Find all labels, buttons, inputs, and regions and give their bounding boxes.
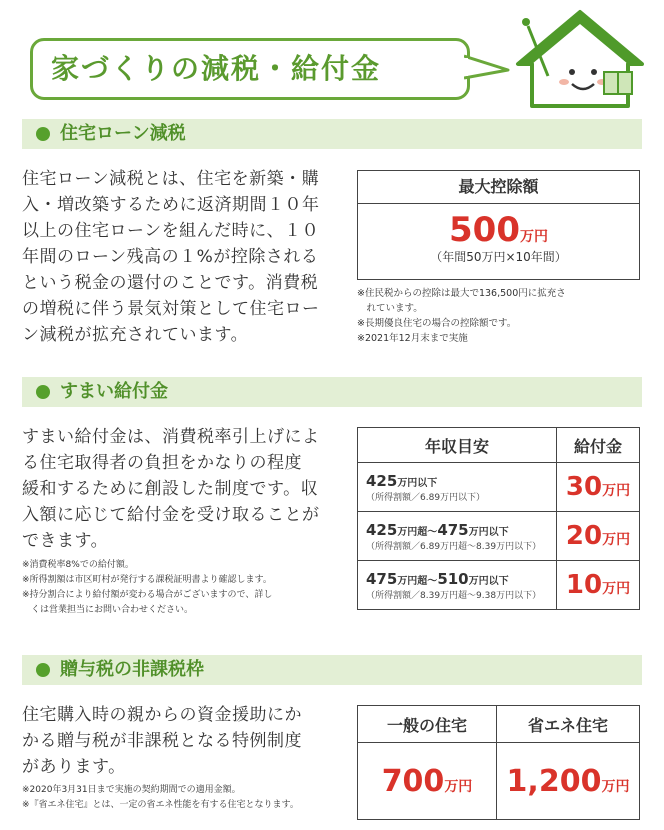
title-bubble <box>30 38 470 100</box>
eco-house-header: 省エネ住宅 <box>497 706 640 743</box>
loan-description: 住宅ローン減税とは、住宅を新築・購 入・増改築するために返済期間１０年 以上の住宅ローンを組んだ時に、１０ 年間のローン残高の１%が控除される という税金の還付のことです。消費税 の増税に伴う景気対策として住宅ロー ン減税が拡充されています。 <box>22 169 320 345</box>
gift-tax-notes: ※2020年3月31日まで実施の契約期間での適用金額。 ※『省エネ住宅』とは、一定の省エネ性能を有する住宅となります。 <box>22 785 299 810</box>
benefit-table <box>357 427 640 610</box>
gift-tax-description: 住宅購入時の親からの資金援助にか かる贈与税が非課税となる特例制度 があります。 <box>22 705 302 777</box>
page-title: 家づくりの減税・給付金 <box>51 52 382 85</box>
loan-notes: ※住民税からの控除は最大で136,500円に拡充さ れています。 ※長期優良住宅の場合の控除額です。 ※2021年12月末まで実施 <box>357 288 566 344</box>
eco-house-value: 1,200万円 <box>497 743 640 820</box>
max-deduction-sub: （年間50万円×10年間） <box>430 250 567 264</box>
bullet-dot-icon <box>36 127 50 141</box>
bubble-tail <box>464 52 514 82</box>
max-deduction-amount: 500 <box>449 210 520 250</box>
section-heading-gift-tax: 贈与税の非課税枠 <box>22 655 642 685</box>
benefit-column-header: 給付金 <box>557 428 640 463</box>
general-house-header: 一般の住宅 <box>358 706 497 743</box>
table-row: 475万円超〜510万円以下 （所得割額／8.39万円超〜9.38万円以下） 10万円 <box>358 561 640 610</box>
max-deduction-header: 最大控除額 <box>358 171 639 204</box>
benefit-description: すまい給付金は、消費税率引上げによ る住宅取得者の負担をかなりの程度 緩和するために創設した制度です。収 入額に応じて給付金を受け取ることが できます。 <box>22 427 320 551</box>
table-row: 425万円以下 （所得割額／6.89万円以下） 30万円 <box>358 463 640 512</box>
income-column-header: 年収目安 <box>358 428 557 463</box>
house-mascot-icon <box>510 6 650 116</box>
general-house-value: 700万円 <box>358 743 497 820</box>
bullet-dot-icon <box>36 663 50 677</box>
benefit-notes: ※消費税率8%での給付額。 ※所得割額は市区町村が発行する課税証明書より確認します。 ※持分割合により給付額が変わる場合がございますので、詳し くは営業担当にお問い合わせください。 <box>22 560 273 615</box>
table-row: 425万円超〜475万円以下 （所得割額／6.89万円超〜8.39万円以下） 20万円 <box>358 512 640 561</box>
section-heading-benefit: すまい給付金 <box>22 377 642 407</box>
max-deduction-box: 最大控除額 500万円 （年間50万円×10年間） <box>357 170 640 280</box>
bullet-dot-icon <box>36 385 50 399</box>
gift-tax-table <box>357 705 640 820</box>
section-heading-loan: 住宅ローン減税 <box>22 119 642 149</box>
